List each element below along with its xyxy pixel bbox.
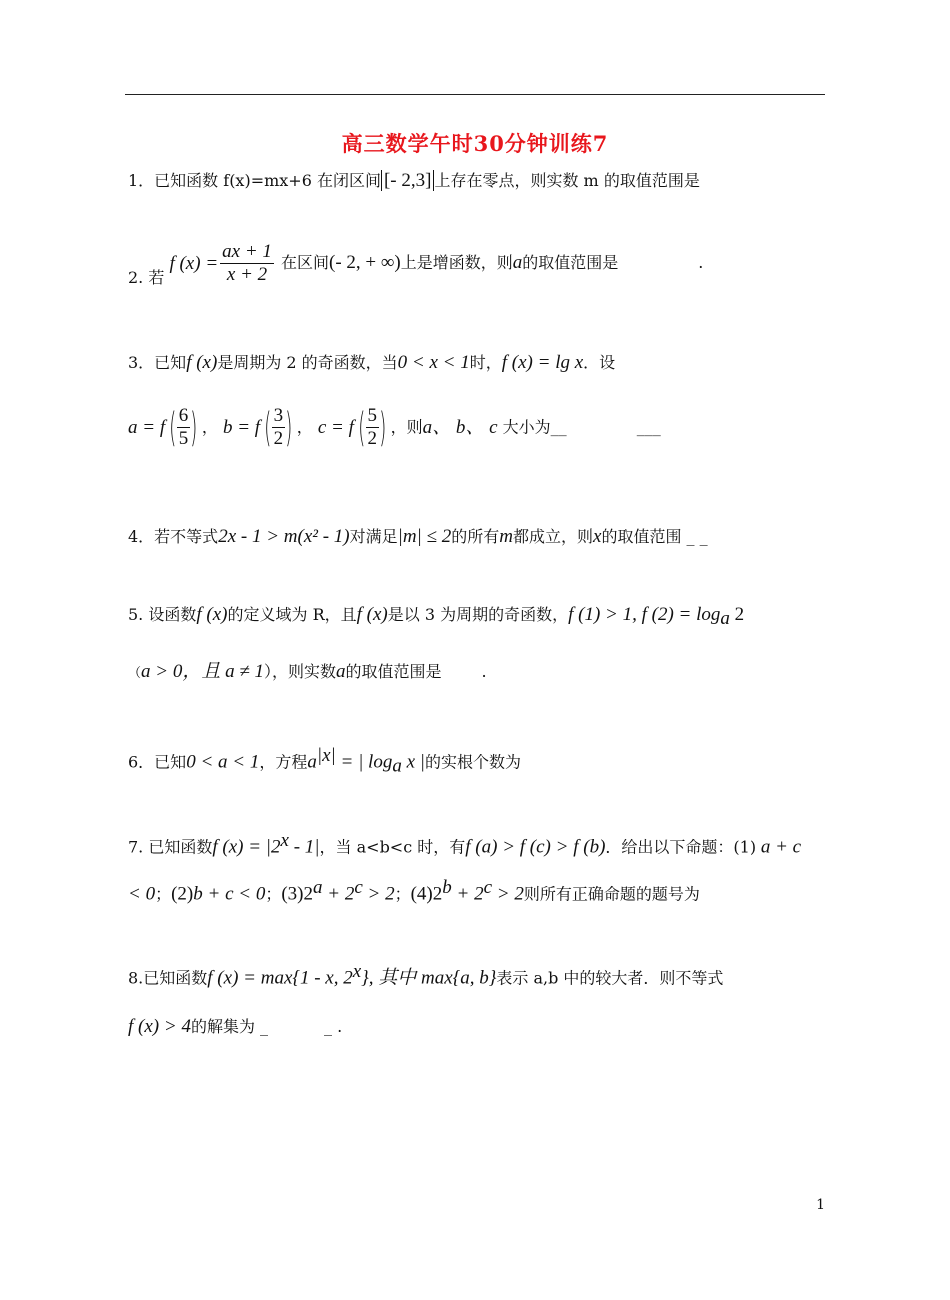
question-3-definitions: a = f ( $\frac{6}{5}$ ) ， b = f ( $\frac{3}{2}$ ) ， c = f ( $\frac{5}{2}$ ) ，则a、 b、 c 大小为__ ___ bbox=[128, 404, 661, 451]
q3-abc: a、 b、 c bbox=[422, 417, 498, 438]
q5-function-2: f (x) bbox=[356, 604, 388, 625]
q2-fraction bbox=[220, 241, 274, 286]
q2-text-pre: 2. 若 bbox=[128, 268, 165, 287]
q3-blank: ___ bbox=[636, 417, 661, 437]
q7-p3-tail: > 2 bbox=[362, 883, 395, 905]
q8-function: f (x) = max{1 - x, 2 bbox=[207, 967, 353, 989]
q6-equation-exponent: |x| bbox=[316, 745, 336, 766]
q3-inequality: 0 < x < 1 bbox=[397, 352, 470, 373]
q7-proposition-1: a + c bbox=[756, 836, 802, 858]
q3-text-mid2: 时， bbox=[469, 353, 502, 372]
q3-c-fraction bbox=[366, 405, 380, 450]
question-2 bbox=[128, 240, 703, 286]
q7-text-post: 则所有正确命题的题号为 bbox=[523, 884, 700, 904]
q3-b-def: b = f bbox=[222, 417, 261, 438]
q7-function: f (x) = |2 bbox=[212, 836, 281, 858]
q2-text-mid2: 上是增函数，则 bbox=[400, 253, 513, 272]
q6-condition: 0 < a < 1 bbox=[186, 751, 260, 773]
q2-text-mid1: 在区间 bbox=[275, 253, 329, 272]
q7-separator-1: ； bbox=[155, 884, 172, 904]
page-title: 高三数学午时30分钟训练7 bbox=[341, 131, 609, 156]
q7-p3-mid: + 2 bbox=[322, 883, 355, 905]
q2-denominator: x + 2 bbox=[226, 264, 268, 285]
q3-b-denominator: 2 bbox=[273, 428, 284, 449]
question-1 bbox=[128, 171, 700, 190]
q5-text-mid1: 的定义域为 R，且 bbox=[227, 605, 357, 624]
q7-separator-3: ； bbox=[394, 884, 411, 904]
q8-function-exponent: x bbox=[352, 961, 362, 982]
question-8-line-2 bbox=[128, 1017, 342, 1036]
q3-a-denominator: 5 bbox=[178, 428, 189, 449]
q2-text-post: 的取值范围是 bbox=[522, 253, 619, 272]
q7-p4-mid: + 2 bbox=[451, 883, 484, 905]
q7-p3-exponent-a: a bbox=[313, 877, 323, 898]
q5-end: . bbox=[481, 662, 487, 681]
question-4 bbox=[128, 527, 708, 546]
header-rule bbox=[125, 94, 825, 95]
q7-proposition-2-label: (2) bbox=[171, 883, 194, 905]
q3-text-mid1: 是周期为 2 的奇函数，当 bbox=[217, 353, 398, 372]
q2-variable-a: a bbox=[512, 252, 523, 273]
q5-text-mid2: 是以 3 为周期的奇函数， bbox=[387, 605, 569, 624]
q2-end: . bbox=[698, 253, 704, 272]
q4-text-mid2: 的所有 bbox=[451, 527, 500, 546]
question-7-line-2 bbox=[128, 878, 700, 903]
q5-condition-tail: 2 bbox=[729, 604, 745, 625]
q2-numerator: ax + 1 bbox=[222, 241, 272, 262]
q5-log-base: a bbox=[720, 608, 730, 630]
q3-ask: 大小为__ bbox=[497, 417, 567, 437]
question-7 bbox=[128, 831, 801, 856]
q3-text-post: ．设 bbox=[583, 353, 616, 372]
q3-b-numerator: 3 bbox=[273, 405, 284, 426]
q7-function-exponent: x bbox=[280, 830, 289, 851]
q3-expression: f (x) = lg x bbox=[501, 352, 584, 373]
q7-p4-tail: > 2 bbox=[492, 883, 524, 905]
q7-separator-2: ； bbox=[265, 884, 282, 904]
q5-line2-pre: （ bbox=[128, 666, 142, 681]
q1-interval: [- 2,3] bbox=[381, 170, 434, 191]
q6-equation-tail: x | bbox=[401, 751, 425, 773]
q7-proposition-3-label: (3)2 bbox=[281, 883, 313, 905]
q3-c-denominator: 2 bbox=[367, 428, 378, 449]
q3-b-fraction bbox=[272, 405, 286, 450]
q4-text-mid1: 对满足 bbox=[349, 527, 398, 546]
question-5-line-2 bbox=[128, 662, 487, 681]
page-number: 1 bbox=[816, 1197, 825, 1213]
q7-proposition-2: b + c < 0 bbox=[193, 883, 266, 905]
q5-line2-mid: ），则实数 bbox=[264, 662, 337, 681]
q1-text-pre: 1．已知函数 f(x)=mx+6 在闭区间 bbox=[128, 171, 381, 190]
q5-line2-post: 的取值范围是 bbox=[345, 662, 442, 681]
question-3 bbox=[128, 353, 615, 372]
q3-a-fraction bbox=[177, 405, 191, 450]
q6-text-mid: ，方程 bbox=[259, 752, 308, 772]
q4-condition: |m| ≤ 2 bbox=[397, 526, 452, 547]
q1-text-post: 上存在零点，则实数 m 的取值范围是 bbox=[434, 171, 700, 190]
q5-condition: f (1) > 1, f (2) = log bbox=[568, 604, 721, 625]
q6-equation-base: a bbox=[307, 751, 317, 773]
q5-variable-a: a bbox=[336, 661, 346, 682]
q6-text-post: 的实根个数为 bbox=[424, 752, 521, 772]
q7-proposition-1-tail: < 0 bbox=[128, 883, 156, 905]
q6-text-pre: 6．已知 bbox=[128, 752, 187, 772]
q3-function: f (x) bbox=[186, 352, 218, 373]
q3-a-def: a = f bbox=[128, 417, 166, 438]
q5-line2-condition: a > 0，且 a ≠ 1 bbox=[141, 661, 265, 682]
q4-inequality: 2x - 1 > m(x² - 1) bbox=[218, 526, 350, 547]
q7-text-pre: 7. 已知函数 bbox=[128, 837, 213, 857]
q7-p4-exponent-c: c bbox=[483, 877, 493, 898]
q8-function-tail: }, 其中 max{a, b} bbox=[361, 967, 497, 989]
q8-text-pre: 8.已知函数 bbox=[128, 968, 208, 988]
q4-text-mid3: 都成立，则 bbox=[512, 527, 593, 546]
q8-inequality: f (x) > 4 bbox=[128, 1016, 191, 1037]
q3-then: ，则 bbox=[390, 417, 423, 437]
question-6 bbox=[128, 746, 521, 776]
q5-function-1: f (x) bbox=[196, 604, 228, 625]
q3-a-numerator: 6 bbox=[178, 405, 189, 426]
q7-function-tail: - 1| bbox=[288, 836, 320, 858]
question-8 bbox=[128, 962, 723, 987]
q2-function-lhs: f (x) = bbox=[169, 253, 219, 274]
q8-line2-tail: _ . bbox=[324, 1017, 343, 1036]
q7-text-mid2: ．给出以下命题：(1) bbox=[605, 837, 757, 857]
q7-text-mid1: ，当 a<b<c 时，有 bbox=[319, 837, 466, 857]
q4-text-pre: 4．若不等式 bbox=[128, 527, 219, 546]
q3-c-def: c = f bbox=[317, 417, 354, 438]
q3-text-pre: 3．已知 bbox=[128, 353, 187, 372]
q8-text-post: 表示 a,b 中的较大者．则不等式 bbox=[496, 968, 724, 988]
q7-p3-exponent-c: c bbox=[354, 877, 363, 898]
q8-line2-post: 的解集为 _ bbox=[190, 1017, 269, 1036]
q2-interval: (- 2, + ∞) bbox=[329, 252, 401, 273]
question-5 bbox=[128, 605, 744, 628]
q3-c-numerator: 5 bbox=[367, 405, 378, 426]
q4-var-x: x bbox=[593, 526, 602, 547]
q4-var-m: m bbox=[499, 526, 513, 547]
q7-p4-exponent-b: b bbox=[442, 877, 452, 898]
q6-log-base: a bbox=[392, 755, 402, 777]
q7-inequality: f (a) > f (c) > f (b) bbox=[465, 836, 606, 858]
q7-proposition-4-label: (4)2 bbox=[410, 883, 443, 905]
q4-text-post: 的取值范围 _ _ bbox=[601, 527, 708, 546]
q5-text-pre: 5. 设函数 bbox=[128, 605, 197, 624]
q6-equation-rhs: = | log bbox=[335, 751, 393, 773]
